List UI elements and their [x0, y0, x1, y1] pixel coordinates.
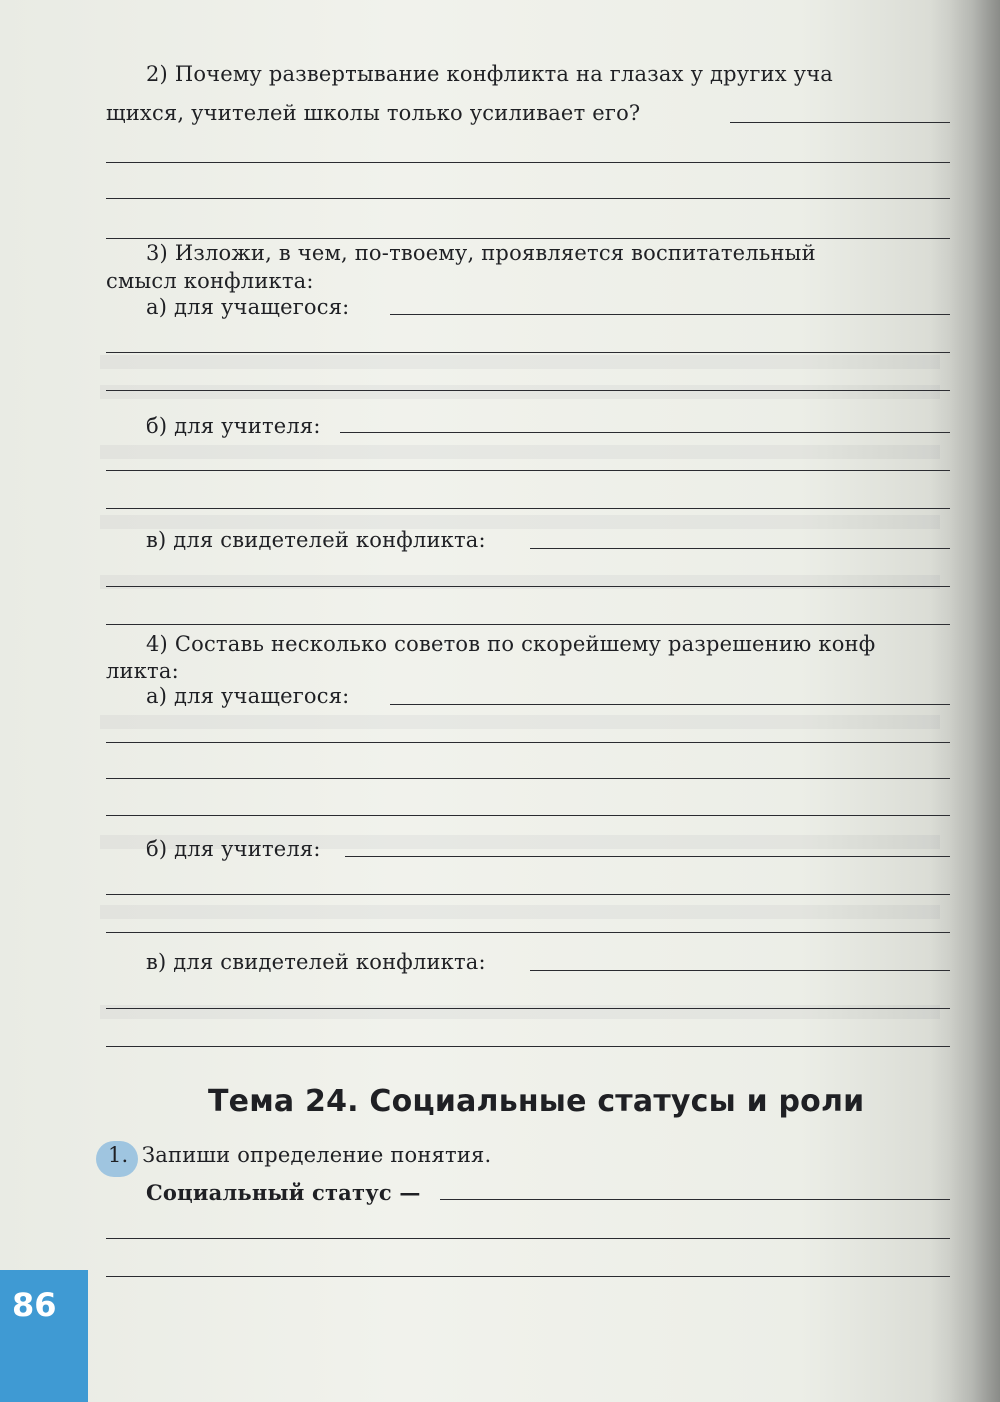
q4-line2: ликта:	[106, 659, 179, 683]
q3-line2: смысл конфликта:	[106, 269, 314, 293]
task1-number: 1.	[108, 1143, 129, 1167]
answer-line[interactable]	[106, 778, 950, 779]
answer-line[interactable]	[106, 932, 950, 933]
answer-line[interactable]	[106, 470, 950, 471]
answer-line[interactable]	[106, 162, 950, 163]
answer-line[interactable]	[106, 1008, 950, 1009]
answer-line[interactable]	[106, 352, 950, 353]
answer-line[interactable]	[106, 624, 950, 625]
q3-option-c: в) для свидетелей конфликта:	[146, 528, 486, 552]
answer-line[interactable]	[106, 390, 950, 391]
answer-line[interactable]	[340, 432, 950, 433]
q2-line2: щихся, учителей школы только усиливает его?	[106, 101, 641, 125]
answer-line[interactable]	[106, 894, 950, 895]
task1-term: Социальный статус —	[146, 1180, 421, 1205]
page-edge-shadow	[930, 0, 1000, 1402]
answer-line[interactable]	[106, 238, 950, 239]
q4-option-a: а) для учащегося:	[146, 684, 350, 708]
answer-line[interactable]	[530, 548, 950, 549]
answer-line[interactable]	[345, 856, 950, 857]
task1-text: Запиши определение понятия.	[142, 1143, 492, 1167]
answer-line[interactable]	[440, 1199, 950, 1200]
topic-title: Тема 24. Социальные статусы и роли	[208, 1084, 865, 1119]
answer-line[interactable]	[106, 1276, 950, 1277]
q4-line1: 4) Составь несколько советов по скорейшему разрешению конф	[146, 632, 876, 656]
answer-line[interactable]	[106, 815, 950, 816]
q4-option-b: б) для учителя:	[146, 837, 321, 861]
answer-line[interactable]	[106, 742, 950, 743]
answer-line[interactable]	[106, 1238, 950, 1239]
answer-line[interactable]	[730, 122, 950, 123]
q4-option-c: в) для свидетелей конфликта:	[146, 950, 486, 974]
answer-line[interactable]	[106, 586, 950, 587]
answer-line[interactable]	[106, 508, 950, 509]
answer-line[interactable]	[390, 314, 950, 315]
q3-option-a: а) для учащегося:	[146, 295, 350, 319]
page-number: 86	[12, 1286, 57, 1324]
answer-line[interactable]	[106, 198, 950, 199]
answer-line[interactable]	[390, 704, 950, 705]
q3-option-b: б) для учителя:	[146, 414, 321, 438]
answer-line[interactable]	[530, 970, 950, 971]
q2-line1: 2) Почему развертывание конфликта на глазах у других уча	[146, 62, 834, 86]
page-number-box	[0, 1270, 88, 1402]
q3-line1: 3) Изложи, в чем, по-твоему, проявляется воспитательный	[146, 241, 816, 265]
answer-line[interactable]	[106, 1046, 950, 1047]
